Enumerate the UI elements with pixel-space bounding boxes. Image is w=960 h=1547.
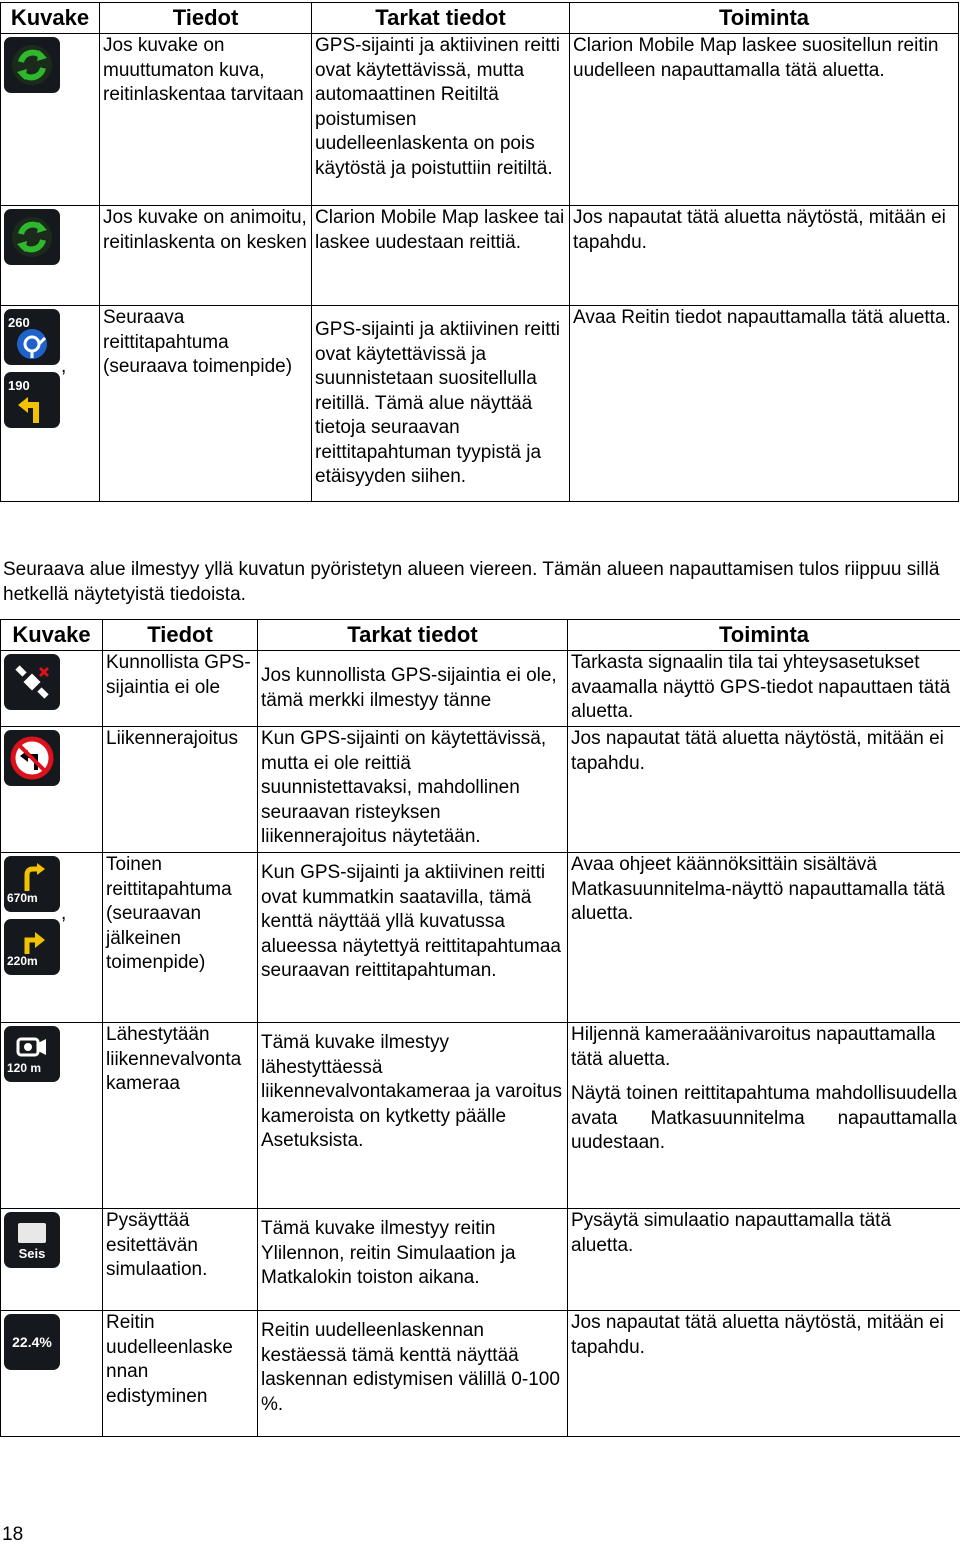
second-event-icon (4, 856, 60, 912)
action-text: Hiljennä kameraäänivaroitus napauttamalla tätä aluetta. (571, 1024, 936, 1070)
icon-pair (4, 306, 96, 428)
stop-label: Seis (18, 1245, 46, 1261)
header-kuvake: Kuvake (1, 620, 103, 651)
header-toiminta: Toiminta (570, 3, 959, 34)
details-cell: GPS-sijainti ja aktiivinen reitti ovat käytettävissä ja suunnistetaan suositellulla reitillä. Tämä alue näyttää tietoja seuraavan reittitapahtuman tyypistä ja etäisyyden siihen. (312, 306, 570, 502)
separator: , (61, 355, 67, 377)
action-cell: Clarion Mobile Map laskee suositellun reitin uudelleen napauttamalla tätä aluetta. (570, 34, 959, 206)
header-tarkat-tiedot: Tarkat tiedot (312, 3, 570, 34)
icon-cell (1, 1209, 103, 1311)
table-row (1, 651, 960, 727)
header-tarkat-tiedot: Tarkat tiedot (258, 620, 568, 651)
icons-table-1 (0, 2, 959, 502)
details-cell: GPS-sijainti ja aktiivinen reitti ovat käytettävissä, mutta automaattinen Reitiltä poistumisen uudelleenlaskenta on pois käytöstä ja poistuttiin reitiltä. (312, 34, 570, 206)
action-cell: Pysäytä simulaatio napauttamalla tätä aluetta. (568, 1209, 960, 1311)
recalc-animated-icon (4, 209, 60, 265)
icon-cell (1, 1023, 103, 1209)
distance-label: 670m (7, 890, 38, 905)
icon-pair (4, 853, 99, 975)
stop-simulation-icon (4, 1212, 60, 1268)
progress-label: 22.4% (12, 1333, 52, 1350)
action-cell: Jos napautat tätä aluetta näytöstä, mitään ei tapahdu. (568, 1311, 960, 1437)
action-cell: Avaa Reitin tiedot napauttamalla tätä aluetta. (570, 306, 959, 502)
icon-cell (1, 853, 103, 1023)
table-header-row (1, 3, 959, 34)
distance-label: 190 (8, 378, 30, 393)
table-row (1, 727, 960, 853)
action-cell: Jos napautat tätä aluetta näytöstä, mitään ei tapahdu. (570, 206, 959, 306)
no-gps-satellite-icon (4, 654, 60, 710)
icon-stack (4, 306, 60, 428)
info-cell: Seuraava reittitapahtuma (seuraava toimenpide) (100, 306, 312, 502)
details-cell: Kun GPS-sijainti on käytettävissä, mutta ei ole reittiä suunnistettavaksi, mahdollinen seuraavan risteyksen liikennerajoitus näytetään. (258, 727, 568, 853)
separator: , (61, 902, 67, 924)
table-row (1, 306, 959, 502)
icon-cell (1, 206, 100, 306)
info-cell: Lähestytään liikennevalvonta kameraa (103, 1023, 258, 1209)
action-cell: Avaa ohjeet käännöksittäin sisältävä Matkasuunnitelma-näyttö napauttamalla tätä aluetta. (568, 853, 960, 1023)
info-cell: Pysäyttää esitettävän simulaation. (103, 1209, 258, 1311)
table-row (1, 1209, 960, 1311)
info-cell: Toinen reittitapahtuma (seuraavan jälkeinen toimenpide) (103, 853, 258, 1023)
table-header-row (1, 620, 960, 651)
details-cell: Reitin uudelleenlaskennan kestäessä tämä kenttä näyttää laskennan edistymisen välillä 0-100 %. (258, 1311, 568, 1437)
table-row (1, 1023, 960, 1209)
icon-cell (1, 34, 100, 206)
info-cell: Kunnollista GPS-sijaintia ei ole (103, 651, 258, 727)
icon-cell (1, 306, 100, 502)
roundabout-icon (4, 309, 60, 365)
distance-label: 260 (8, 315, 30, 330)
header-tiedot: Tiedot (103, 620, 258, 651)
action-cell (568, 1023, 960, 1209)
page-number: 18 (2, 1524, 24, 1545)
recalc-progress-icon (4, 1314, 60, 1370)
distance-label: 220m (7, 953, 38, 968)
speed-camera-icon (4, 1026, 60, 1082)
distance-label: 120 m (7, 1060, 42, 1075)
header-tiedot: Tiedot (100, 3, 312, 34)
no-left-turn-icon (4, 730, 60, 786)
icon-cell (1, 727, 103, 853)
details-cell: Kun GPS-sijainti ja aktiivinen reitti ovat kummatkin saatavilla, tämä kenttä näyttää yllä kuvatussa alueessa näytettyä reittitapahtumaa seuraavan reittitapahtuman. (258, 853, 568, 1023)
header-toiminta: Toiminta (568, 620, 960, 651)
info-cell: Jos kuvake on muuttumaton kuva, reitinlaskentaa tarvitaan (100, 34, 312, 206)
icons-table-2 (0, 619, 960, 1437)
recalc-static-icon (4, 37, 60, 93)
details-cell: Clarion Mobile Map laskee tai laskee uudestaan reittiä. (312, 206, 570, 306)
details-cell: Tämä kuvake ilmestyy lähestyttäessä liikennevalvontakameraa ja varoitus kameroista on kytketty päälle Asetuksista. (258, 1023, 568, 1209)
icon-cell (1, 1311, 103, 1437)
table-row (1, 34, 959, 206)
header-kuvake: Kuvake (1, 3, 100, 34)
info-cell: Liikennerajoitus (103, 727, 258, 853)
icon-stack (4, 853, 60, 975)
action-text-2: Näytä toinen reittitapahtuma mahdollisuudella avata Matkasuunnitelma napauttamalla uudestaan. (571, 1083, 957, 1153)
second-turn-right-icon (4, 919, 60, 975)
icon-cell (1, 651, 103, 727)
table-row (1, 206, 959, 306)
info-cell: Reitin uudelleenlaske nnan edistyminen (103, 1311, 258, 1437)
table-row (1, 1311, 960, 1437)
action-cell: Jos napautat tätä aluetta näytöstä, mitään ei tapahdu. (568, 727, 960, 853)
info-cell: Jos kuvake on animoitu, reitinlaskenta on kesken (100, 206, 312, 306)
table-row (1, 853, 960, 1023)
details-cell: Tämä kuvake ilmestyy reitin Ylilennon, reitin Simulaation ja Matkalokin toiston aikana. (258, 1209, 568, 1311)
turn-left-icon (4, 372, 60, 428)
details-cell: Jos kunnollista GPS-sijaintia ei ole, tämä merkki ilmestyy tänne (258, 651, 568, 727)
action-cell: Tarkasta signaalin tila tai yhteysasetukset avaamalla näyttö GPS-tiedot napauttaen tätä aluetta. (568, 651, 960, 727)
intro-paragraph: Seuraava alue ilmestyy yllä kuvatun pyöristetyn alueen viereen. Tämän alueen napauttamisen tulos riippuu sillä hetkellä näytetyistä tiedoista. (3, 559, 940, 605)
